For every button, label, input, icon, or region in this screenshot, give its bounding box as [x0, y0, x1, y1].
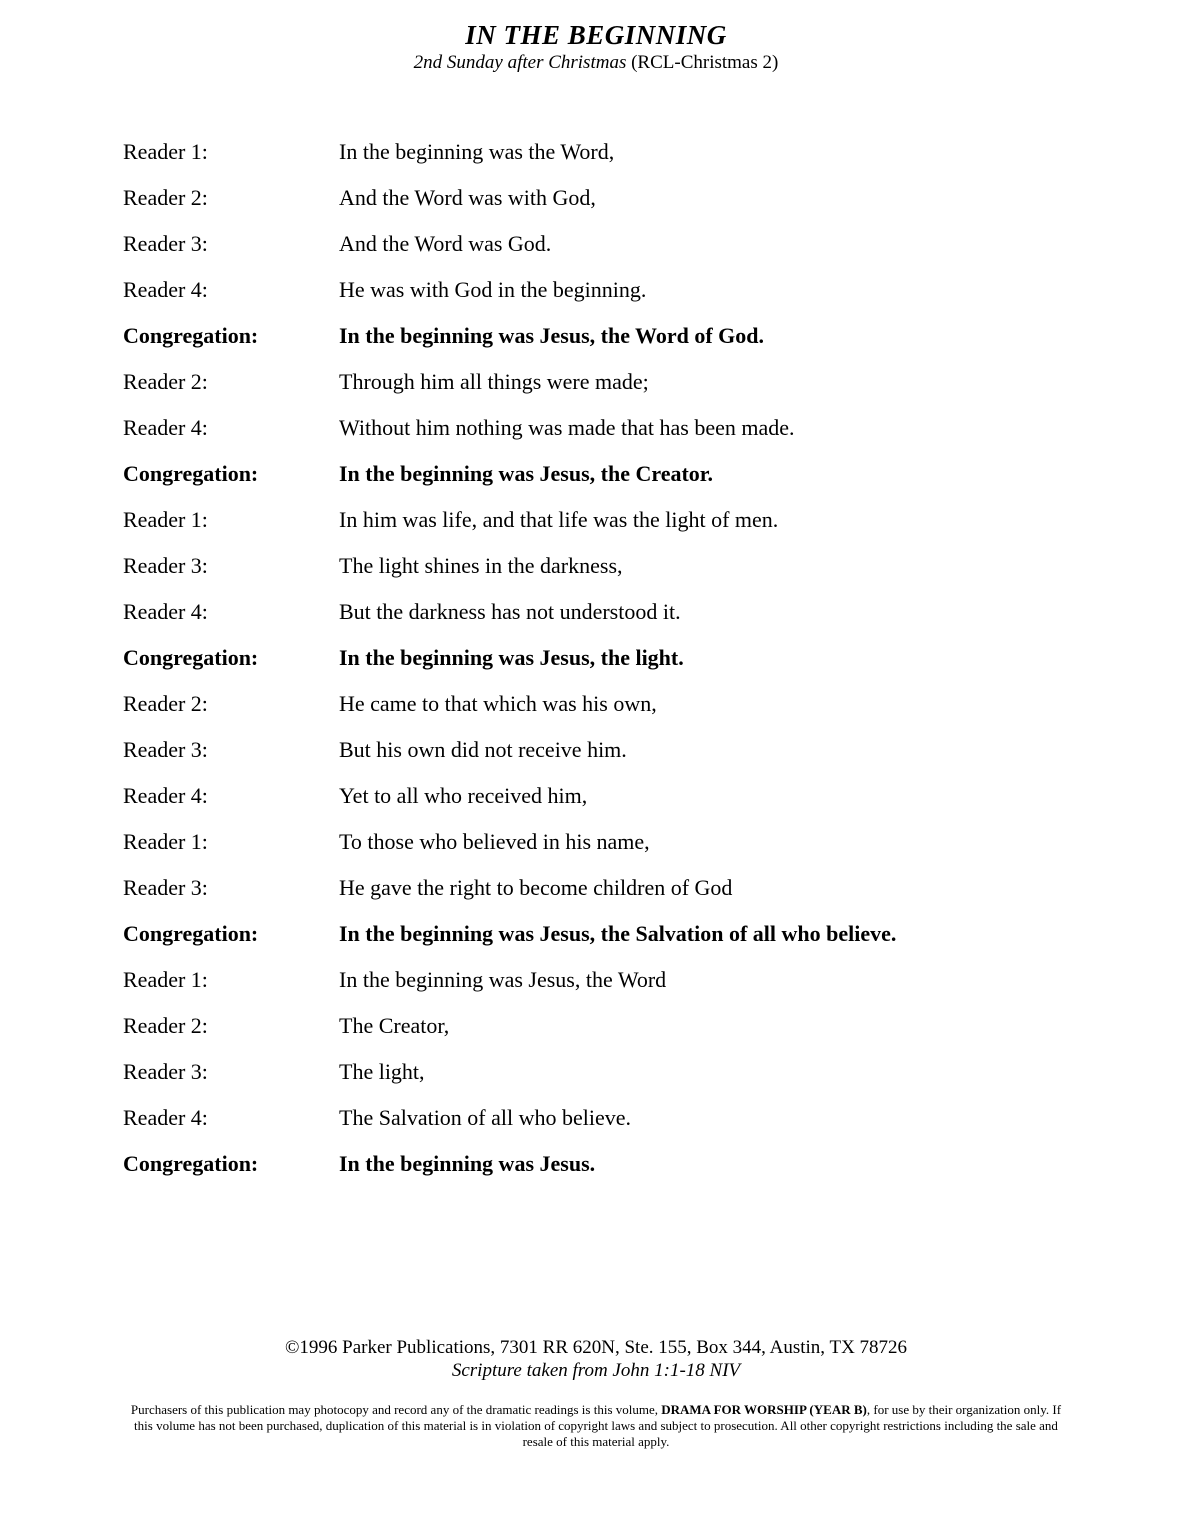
speaker-label: Reader 2:: [123, 691, 208, 716]
speaker-label: Congregation:: [123, 921, 259, 946]
reading-text: The Salvation of all who believe.: [339, 1105, 632, 1130]
notice-book-title: DRAMA FOR WORSHIP (YEAR B): [661, 1402, 867, 1417]
speaker-label: Reader 3:: [123, 737, 208, 762]
document-subtitle: [0, 52, 1192, 74]
speaker-label: Reader 3:: [123, 553, 208, 578]
reader-line-row: [123, 551, 1083, 597]
reader-line-row: [123, 137, 1083, 183]
reader-line-row: [123, 965, 1083, 1011]
reading-text: He gave the right to become children of God: [339, 875, 733, 900]
speaker-label: Reader 3:: [123, 231, 208, 256]
reader-line-row: [123, 413, 1083, 459]
speaker-label: Reader 4:: [123, 277, 208, 302]
speaker-label: Reader 1:: [123, 139, 208, 164]
reader-line-row: [123, 597, 1083, 643]
reading-text: In the beginning was Jesus, the Creator.: [339, 461, 714, 486]
speaker-label: Reader 3:: [123, 875, 208, 900]
speaker-label: Reader 1:: [123, 967, 208, 992]
speaker-label: Reader 1:: [123, 507, 208, 532]
reading-text: Yet to all who received him,: [339, 783, 588, 808]
reading-text: And the Word was with God,: [339, 185, 596, 210]
congregation-response-row: [123, 321, 1083, 367]
reading-text: He was with God in the beginning.: [339, 277, 647, 302]
reading-text: The light,: [339, 1059, 425, 1084]
notice-text-end: , for use by their organization only. If this volume has not been purchased, duplication of this material is in violation of copyright laws and subject to prosecution. All other copyright restrictions including the sale and resale of this material apply.: [134, 1402, 1062, 1449]
speaker-label: Reader 2:: [123, 1013, 208, 1038]
reading-text: Without him nothing was made that has been made.: [339, 415, 795, 440]
notice-text-start: Purchasers of this publication may photocopy and record any of the dramatic readings is this volume,: [130, 1402, 662, 1417]
congregation-response-row: [123, 919, 1083, 965]
reading-text: But the darkness has not understood it.: [339, 599, 681, 624]
speaker-label: Reader 3:: [123, 1059, 208, 1084]
reading-text: In the beginning was Jesus.: [339, 1151, 596, 1176]
reader-line-row: [123, 689, 1083, 735]
reading-text: In the beginning was Jesus, the Salvation of all who believe.: [339, 921, 897, 946]
document-header: [0, 18, 1192, 74]
reading-text: Through him all things were made;: [339, 369, 649, 394]
reading-text: And the Word was God.: [339, 231, 552, 256]
reader-line-row: [123, 1057, 1083, 1103]
reading-text: In him was life, and that life was the light of men.: [339, 507, 779, 532]
reader-line-row: [123, 229, 1083, 275]
reading-text: In the beginning was the Word,: [339, 139, 615, 164]
reader-line-row: [123, 275, 1083, 321]
reader-line-row: [123, 1011, 1083, 1057]
reading-text: The light shines in the darkness,: [339, 553, 623, 578]
reading-text: To those who believed in his name,: [339, 829, 650, 854]
reader-line-row: [123, 367, 1083, 413]
reading-text: In the beginning was Jesus, the Word: [339, 967, 667, 992]
speaker-label: Congregation:: [123, 1151, 259, 1176]
scripture-source: Scripture taken from John 1:1-18 NIV: [451, 1360, 741, 1381]
speaker-label: Reader 2:: [123, 369, 208, 394]
speaker-label: Congregation:: [123, 645, 259, 670]
congregation-response-row: [123, 1149, 1083, 1195]
reader-line-row: [123, 781, 1083, 827]
reading-text: The Creator,: [339, 1013, 450, 1038]
congregation-response-row: [123, 459, 1083, 505]
copyright-line: ©1996 Parker Publications, 7301 RR 620N, Ste. 155, Box 344, Austin, TX 78726: [284, 1337, 908, 1358]
congregation-response-row: [123, 643, 1083, 689]
speaker-label: Congregation:: [123, 323, 259, 348]
reader-line-row: [123, 873, 1083, 919]
speaker-label: Reader 4:: [123, 783, 208, 808]
subtitle-lectionary: (RCL-Christmas 2): [626, 52, 779, 73]
reader-line-row: [123, 735, 1083, 781]
document-footer: [0, 1336, 1192, 1450]
speaker-label: Congregation:: [123, 461, 259, 486]
reader-line-row: [123, 183, 1083, 229]
reading-text: In the beginning was Jesus, the light.: [339, 645, 684, 670]
document-title: IN THE BEGINNING: [465, 20, 727, 50]
speaker-label: Reader 4:: [123, 599, 208, 624]
reader-line-row: [123, 1103, 1083, 1149]
reader-line-row: [123, 505, 1083, 551]
reading-text: But his own did not receive him.: [339, 737, 627, 762]
reading-text: In the beginning was Jesus, the Word of God.: [339, 323, 765, 348]
speaker-label: Reader 4:: [123, 1105, 208, 1130]
speaker-label: Reader 2:: [123, 185, 208, 210]
reading-text: He came to that which was his own,: [339, 691, 657, 716]
usage-notice: [126, 1402, 1066, 1450]
subtitle-occasion: 2nd Sunday after Christmas: [413, 52, 627, 73]
speaker-label: Reader 1:: [123, 829, 208, 854]
reader-line-row: [123, 827, 1083, 873]
speaker-label: Reader 4:: [123, 415, 208, 440]
responsive-reading: [123, 137, 1083, 1195]
